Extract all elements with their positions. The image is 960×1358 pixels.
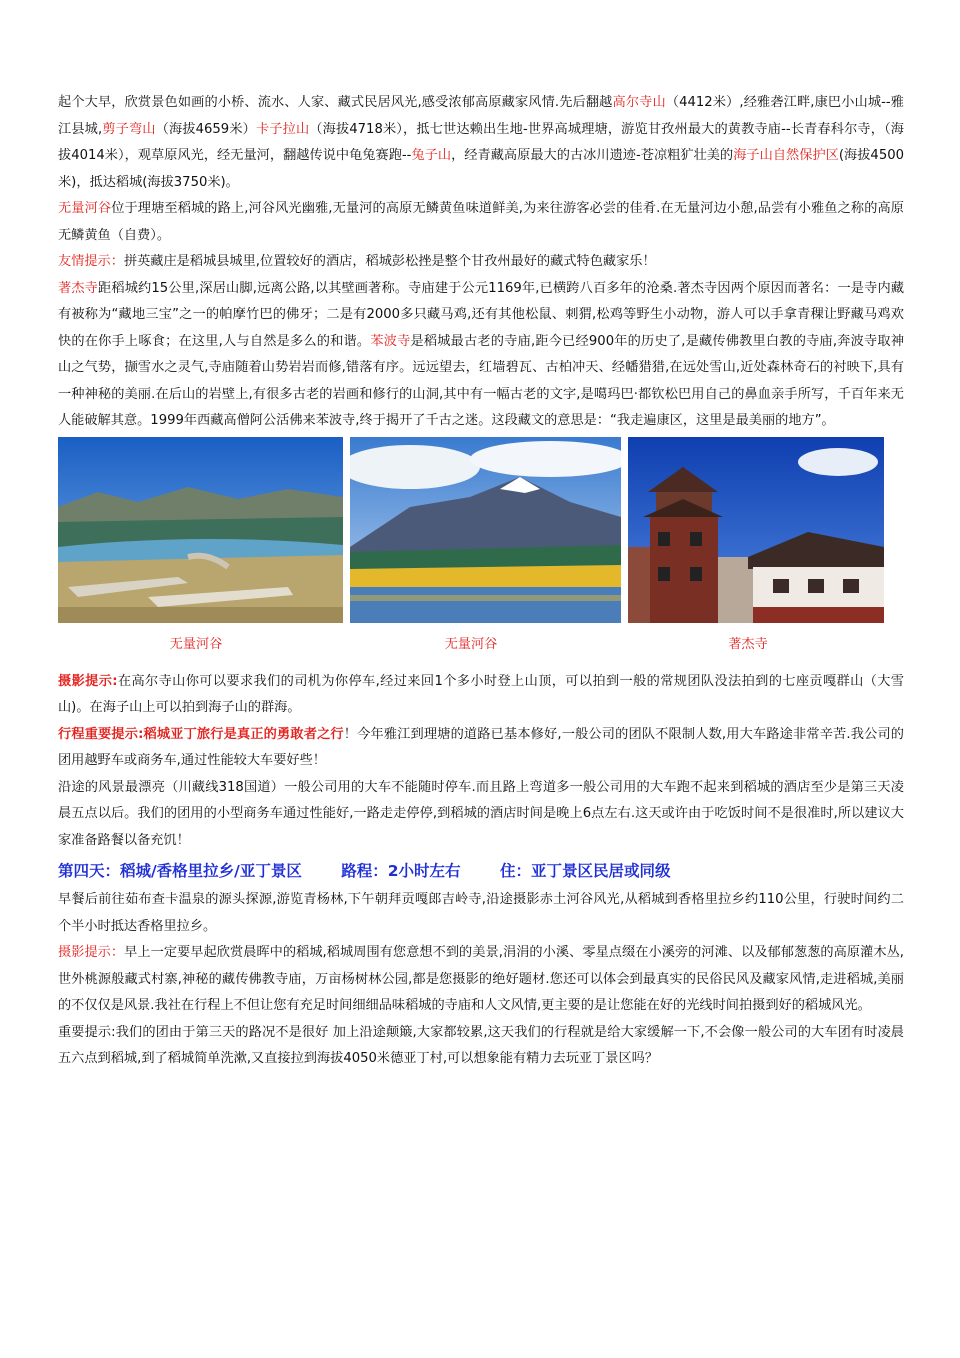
text: （海拔4659米） [155,121,256,137]
tip-highlight: 稻城亚丁旅行是真正的勇敢者之行 [143,726,344,742]
text: 是稻城最古老的寺庙,距今已经900年的历史了,是藏传佛教里白教的寺庙,奔波寺取神山之气势，撷雪水之灵气,寺庙随着山势岩岩而修,错落有序。远远望去，红墙碧瓦、古柏冲天、经幡猎猎,在远处雪山,近处森林奇石的衬映下,具有一种神秘的美丽.在后山的岩壁上,有很多古老的岩画和修行的山洞,其中有一幅古老的文字,是噶玛巴·都钦松巴用自己的鼻血亲手所写，千百年来无人能破解其意。1999年西藏高僧阿公活佛来苯波寺,终于揭开了千古之迷。这段藏文的意思是：“我走遍康区，这里是最美丽的地方”。 [58,333,905,428]
photo-wuliang-valley-1 [58,437,343,623]
paragraph-route [58,90,904,196]
paragraph-photo-tip-2 [58,940,904,1020]
stay-info: 住：亚丁景区民居或同级 [499,862,671,880]
document-page [58,90,904,1073]
tip-label: 摄影提示： [58,945,125,960]
text: ！今年雅江到理塘的道路已基本修好,一般公司的团队不限制人数,用大车路途非常辛苦.我公司的团用越野车或商务车,通过性能较大车要好些！ [58,726,904,768]
text: （海拔4718米），抵七世达赖出生地-世界高城理塘，游览甘孜州最大的黄教寺庙--长青春科尔寺，（海拔4014米），观草原风光，经无量河，翻越传说中龟兔赛跑-- [58,121,904,163]
place-haizishan: 海子山自然保护区 [733,148,839,163]
place-tuzishan: 兔子山 [411,148,452,163]
text: 沿途的风景最漂亮（川藏线318国道）一般公司用的大车不能随时停车.而且路上弯道多一般公司用的大车跑不起来到稻城的酒店至少是第三天凌晨五点以后。我们的团用的小型商务车通过性能好,一路走走停停,到稻城的酒店时间是晚上6点左右.这天或许由于吃饭时间不是很准时,所以建议大家准备路餐以备充饥！ [58,779,904,848]
photo-wuliang-valley-2 [350,437,621,623]
highlight: 著杰寺 [58,280,99,296]
paragraph-photo-tip [58,669,904,722]
text: 位于理塘至稻城的路上,河谷风光幽雅,无量河的高原无鳞黄鱼味道鲜美,为来往游客必尝的佳肴.在无量河边小憩,品尝有小雅鱼之称的高原无鳞黄鱼（自费）。 [58,201,904,243]
text: 早上一定要早起欣赏晨晖中的稻城,稻城周围有您意想不到的美景,涓涓的小溪、零星点缀在小溪旁的河滩、以及郁郁葱葱的高原灌木丛,世外桃源般藏式村寨,神秘的藏传佛教寺庙，万亩杨树林公园,都是您摄影的绝好题材.您还可以体会到最真实的民俗民风及藏家风情,走进稻城,美丽的不仅仅是风景.我社在行程上不但让您有充足时间细细品味稻城的寺庙和人文风情,更主要的是让您能在好的光线时间拍摄到好的稻城风光。 [58,945,904,1013]
paragraph-day-four [58,887,904,940]
tip-label: 友情提示： [58,254,124,269]
day-title: 第四天：稻城/香格里拉乡/亚丁景区 [58,862,302,880]
paragraph-temples [58,276,904,435]
place-jianziwan: 剪子弯山 [102,121,156,137]
text: （4412米）,经雅砻江畔,康巴小山城--雅江县城, [58,95,904,137]
photo-zhujie-temple [628,437,884,623]
paragraph-wuliang-valley [58,196,904,249]
text: 早餐后前往茹布查卡温泉的源头探源,游览青杨林,下午朝拜贡嘎郎吉岭寺,沿途摄影赤土河谷风光,从稻城到香格里拉乡约110公里，行驶时间约二个半小时抵达香格里拉乡。 [58,892,904,934]
paragraph-important-note [58,1020,904,1073]
caption-photo-1: 无量河谷 [169,636,223,652]
text: 重要提示:我们的团由于第三天的路况不是很好 加上沿途颠簸,大家都较累,这天我们的行程就是给大家缓解一下,不会像一般公司的大车团有时凌晨五六点到稻城,到了稻城简单洗漱,又直接拉到海拔4050米德亚丁村,可以想象能有精力去玩亚丁景区吗？ [58,1024,904,1066]
text: (海拔4500米)，抵达稻城(海拔3750米)。 [58,148,904,190]
highlight: 无量河谷 [58,201,112,216]
tip-label: 摄影提示: [58,673,118,689]
caption-photo-2: 无量河谷 [444,636,498,652]
text: 在高尔寺山你可以要求我们的司机为你停车,经过来回1个多小时登上山顶，可以拍到一般的常规团队没法拍到的七座贡嘎群山（大雪山)。在海子山上可以拍到海子山的群海。 [58,673,904,715]
tip-label: 行程重要提示: [58,726,144,742]
caption-photo-3: 著杰寺 [728,636,768,652]
route-info: 路程：2小时左右 [341,862,461,880]
paragraph-important-tip [58,722,904,775]
highlight: 苯波寺 [370,333,411,349]
paragraph-scenery [58,775,904,855]
place-gaoersi: 高尔寺山 [612,95,666,110]
text: 拼英藏庄是稻城县城里,位置较好的酒店，稻城彭松挫是整个甘孜州最好的藏式特色藏家乐！ [123,254,656,269]
photo-row [58,437,904,669]
paragraph-friendly-tip [58,249,904,276]
place-kazila: 卡子拉山 [255,121,310,137]
text: ，经青藏高原最大的古冰川遗迹-苍凉粗犷壮美的 [451,148,734,163]
day-four-heading [58,857,904,885]
text: 距稻城约15公里,深居山脚,远离公路,以其壁画著称。寺庙建于公元1169年,已横跨八百多年的沧桑.著杰寺因两个原因而著名：一是寺内藏有被称为“藏地三宝”之一的帕摩竹巴的佛牙；二是有2000多只藏马鸡,还有其他松鼠、刺猬,松鸡等野生小动物，游人可以手拿青稞让野藏马鸡欢快的在你手上啄食；在这里,人与自然是多么的和谐。 [58,280,905,349]
text: 起个大早，欣赏景色如画的小桥、流水、人家、藏式民居风光,感受浓郁高原藏家风情.先后翻越 [58,95,613,110]
